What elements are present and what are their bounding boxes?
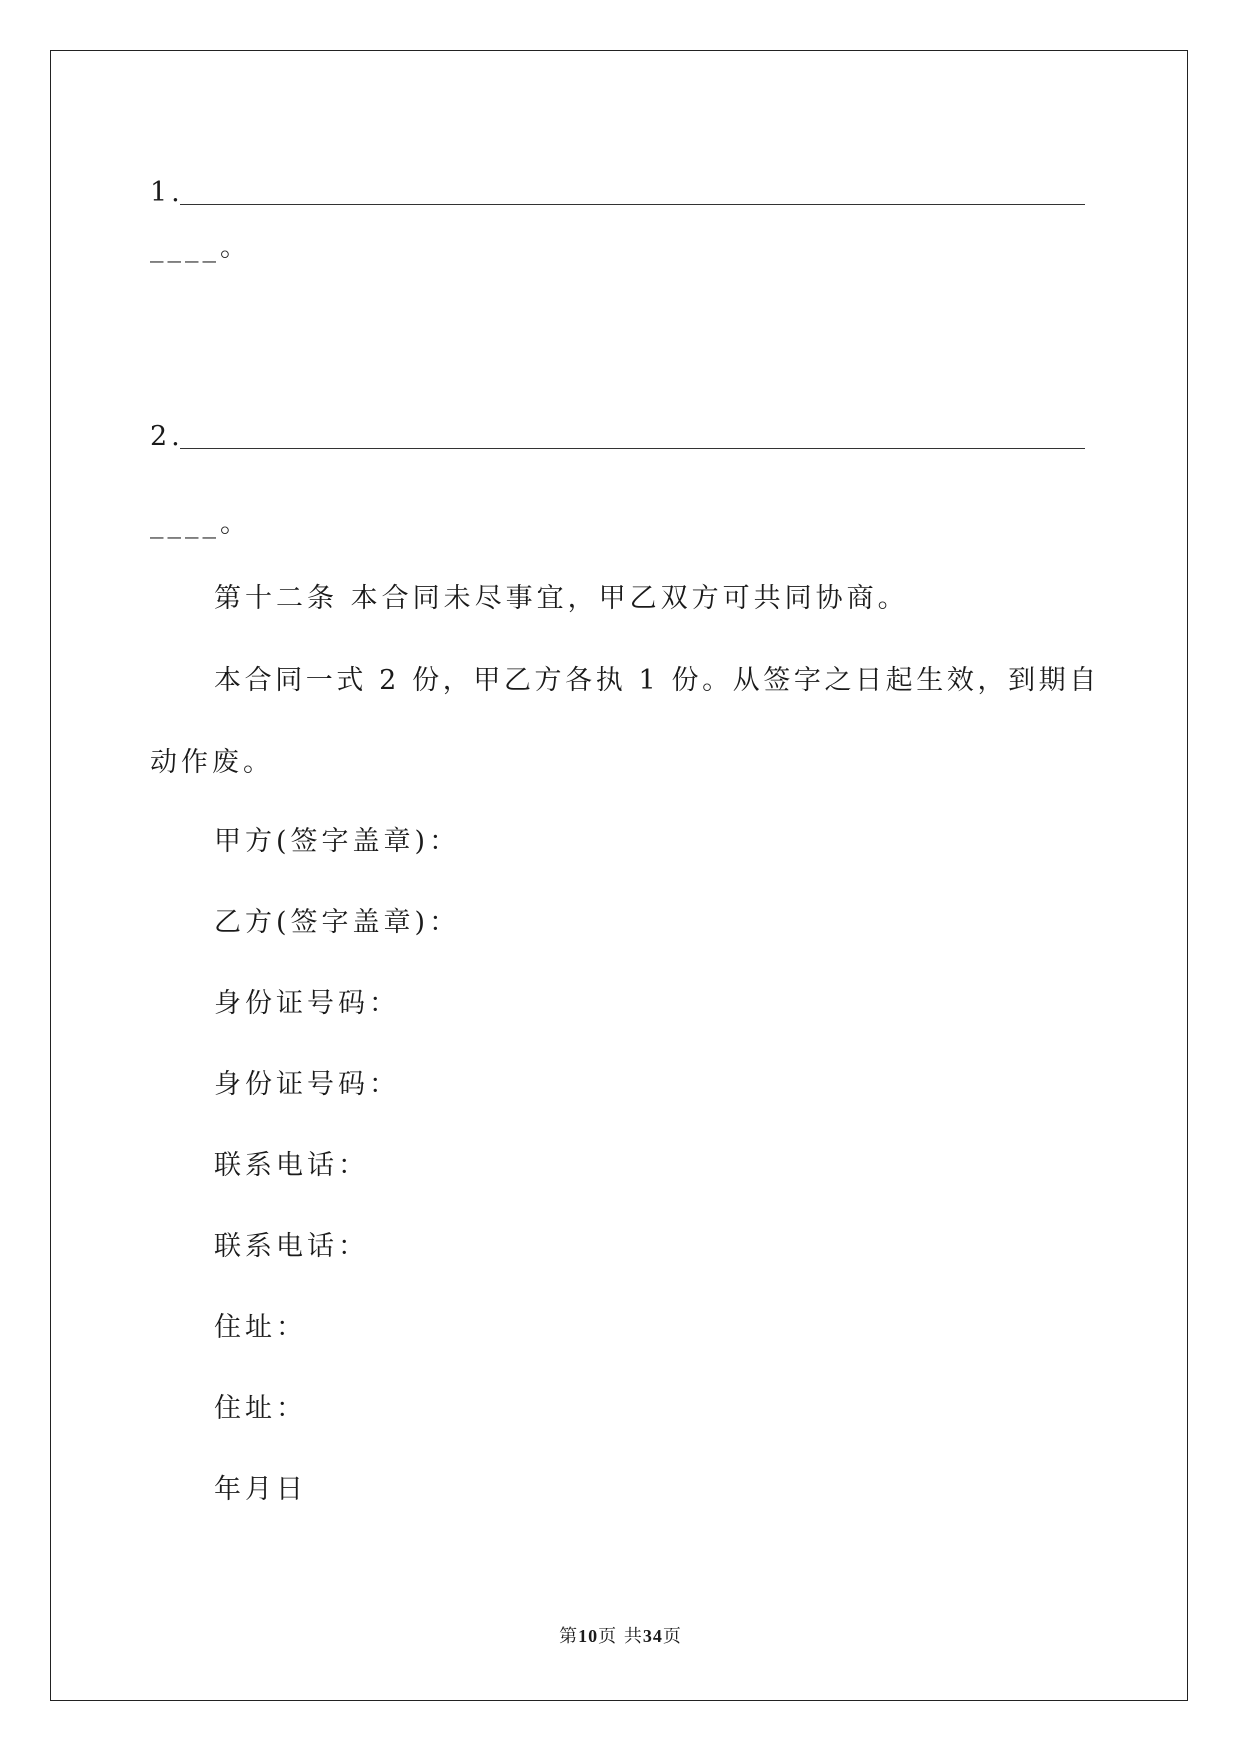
party-b-phone: 联系电话： bbox=[214, 1231, 369, 1262]
item-1-blank-line bbox=[180, 204, 1085, 205]
total-pages-number: 34 bbox=[642, 1626, 663, 1646]
page-footer bbox=[0, 1622, 1241, 1648]
page-border bbox=[50, 50, 1188, 1701]
copies-line-2: 动作废。 bbox=[150, 747, 274, 778]
footer-mid: 页 共 bbox=[598, 1626, 643, 1647]
copies-line-1: 本合同一式 2 份，甲乙方各执 1 份。从签字之日起生效，到期自 bbox=[214, 665, 1100, 696]
date-line: 年月日 bbox=[214, 1474, 307, 1505]
party-a-id-number: 身份证号码： bbox=[214, 988, 400, 1019]
party-a-address: 住址： bbox=[214, 1312, 307, 1343]
current-page-number: 10 bbox=[578, 1626, 599, 1646]
item-1-number: 1. bbox=[150, 177, 184, 208]
party-a-phone: 联系电话： bbox=[214, 1150, 369, 1181]
party-b-id-number: 身份证号码： bbox=[214, 1069, 400, 1100]
article-12: 第十二条 本合同未尽事宜，甲乙双方可共同协商。 bbox=[214, 583, 909, 614]
party-b-address: 住址： bbox=[214, 1393, 307, 1424]
item-2-number: 2. bbox=[150, 421, 184, 452]
footer-prefix: 第 bbox=[559, 1626, 579, 1647]
party-a-signature: 甲方(签字盖章)： bbox=[214, 826, 461, 857]
footer-suffix: 页 bbox=[662, 1626, 682, 1647]
item-2-blank-line bbox=[180, 448, 1085, 449]
item-2-tail: ____。 bbox=[150, 508, 251, 539]
party-b-signature: 乙方(签字盖章)： bbox=[214, 907, 461, 938]
item-1-tail: ____。 bbox=[150, 232, 251, 263]
